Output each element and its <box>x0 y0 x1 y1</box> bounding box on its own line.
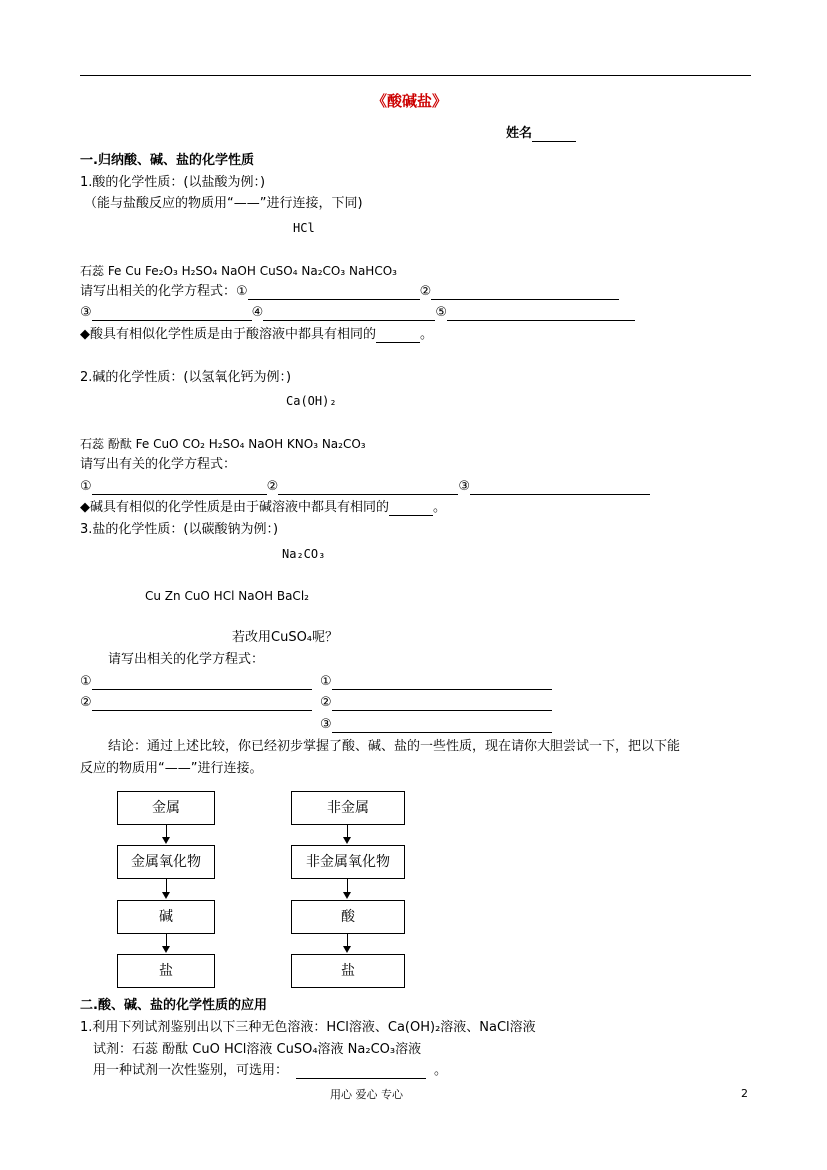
acid-eq-blank-2[interactable] <box>431 286 619 300</box>
salt-alt-eq-blank-2[interactable] <box>332 697 552 711</box>
base-intro: 2.碱的化学性质：(以氢氧化钙为例：) <box>80 370 292 385</box>
acid-center: HCl <box>293 221 315 235</box>
acid-eq-blank-4[interactable] <box>263 307 435 321</box>
base-eq-blank-3[interactable] <box>470 481 650 495</box>
acid-eq-row1 <box>80 284 619 300</box>
acid-conclusion: ◆酸具有相似化学性质是由于酸溶液中都具有相同的 <box>80 327 376 342</box>
arrow-head-left-1 <box>162 837 170 844</box>
salt-eq-blank-1[interactable] <box>92 676 312 690</box>
salt-alt-eq-row3 <box>320 717 552 733</box>
marker-1: ① <box>236 284 248 299</box>
salt-eq-row2 <box>80 695 312 711</box>
arrow-right-3 <box>347 934 348 946</box>
box-left-3[interactable]: 碱 <box>117 900 215 934</box>
arrow-right-1 <box>347 825 348 837</box>
arrow-left-2 <box>166 879 167 892</box>
arrow-head-right-3 <box>343 946 351 953</box>
conclusion-line2: 反应的物质用“——”进行连接。 <box>80 761 263 776</box>
section2-choose-row: 用一种试剂一次性鉴别，可选用： 。 <box>93 1063 448 1078</box>
acid-eq-blank-3[interactable] <box>92 307 252 321</box>
header-rule <box>80 75 751 76</box>
salt-intro: 3.盐的化学性质：(以碳酸钠为例：) <box>80 522 279 537</box>
arrow-head-left-3 <box>162 946 170 953</box>
salt-eq-prompt: 请写出相关的化学方程式： <box>108 652 265 667</box>
base-center: Ca(OH)₂ <box>286 394 337 408</box>
salt-alt-eq-row2 <box>320 695 552 711</box>
salt-alt-eq-row1 <box>320 674 552 690</box>
box-right-4[interactable]: 盐 <box>291 954 405 988</box>
marker-2: ② <box>320 695 332 710</box>
marker-5: ⑤ <box>435 305 447 320</box>
base-conclusion: ◆碱具有相似的化学性质是由于碱溶液中都具有相同的 <box>80 500 389 515</box>
salt-alt: 若改用CuSO₄呢？ <box>232 630 339 645</box>
section2-choose: 用一种试剂一次性鉴别，可选用： <box>93 1063 289 1078</box>
acid-note: （能与盐酸反应的物质用“——”进行连接，下同) <box>84 196 363 211</box>
section1-heading: 一.归纳酸、碱、盐的化学性质 <box>80 153 254 168</box>
arrow-head-right-1 <box>343 837 351 844</box>
name-blank[interactable] <box>532 128 576 142</box>
arrow-head-left-2 <box>162 892 170 899</box>
marker-4: ④ <box>251 305 264 320</box>
section2-q1: 1.利用下列试剂鉴别出以下三种无色溶液：HCl溶液、Ca(OH)₂溶液、NaCl溶液 <box>80 1020 536 1035</box>
salt-eq-row1 <box>80 674 312 690</box>
arrow-left-1 <box>166 825 167 837</box>
salt-items: Cu Zn CuO HCl NaOH BaCl₂ <box>145 589 309 603</box>
base-eq-row <box>80 479 650 495</box>
salt-eq-blank-2[interactable] <box>92 697 312 711</box>
acid-eq-blank-1[interactable] <box>248 286 420 300</box>
salt-center: Na₂CO₃ <box>282 547 326 561</box>
marker-3: ③ <box>80 305 92 320</box>
marker-2: ② <box>419 284 432 299</box>
page-title: 《酸碱盐》 <box>372 92 448 110</box>
box-right-1[interactable]: 非金属 <box>291 791 405 825</box>
name-field <box>506 126 576 142</box>
box-left-2[interactable]: 金属氧化物 <box>117 845 215 879</box>
acid-eq-row2 <box>80 305 635 321</box>
box-right-3[interactable]: 酸 <box>291 900 405 934</box>
acid-conclusion-blank[interactable] <box>376 329 420 343</box>
arrow-right-2 <box>347 879 348 892</box>
box-left-4[interactable]: 盐 <box>117 954 215 988</box>
acid-conclusion-row: ◆酸具有相似化学性质是由于酸溶液中都具有相同的 。 <box>80 327 434 342</box>
acid-intro: 1.酸的化学性质：(以盐酸为例：) <box>80 175 266 190</box>
marker-2: ② <box>80 695 92 710</box>
marker-1: ① <box>320 674 332 689</box>
arrow-left-3 <box>166 934 167 946</box>
choose-blank[interactable] <box>296 1065 426 1079</box>
page-number: 2 <box>741 1087 748 1100</box>
base-eq-blank-1[interactable] <box>92 481 267 495</box>
arrow-head-right-2 <box>343 892 351 899</box>
section2-heading: 二.酸、碱、盐的化学性质的应用 <box>80 998 267 1013</box>
base-conclusion-row: ◆碱具有相似的化学性质是由于碱溶液中都具有相同的 。 <box>80 500 447 515</box>
marker-3: ③ <box>320 717 332 732</box>
acid-eq-blank-5[interactable] <box>447 307 635 321</box>
marker-1: ① <box>80 479 92 494</box>
base-items: 石蕊 酚酞 Fe CuO CO₂ H₂SO₄ NaOH KNO₃ Na₂CO₃ <box>80 437 366 451</box>
acid-items: 石蕊 Fe Cu Fe₂O₃ H₂SO₄ NaOH CuSO₄ Na₂CO₃ NaHCO₃ <box>80 264 397 278</box>
marker-3: ③ <box>458 479 470 494</box>
marker-1: ① <box>80 674 92 689</box>
base-eq-prompt: 请写出有关的化学方程式： <box>80 457 237 472</box>
acid-eq-prompt: 请写出相关的化学方程式： <box>80 284 237 299</box>
name-label: 姓名 <box>506 126 533 141</box>
base-eq-blank-2[interactable] <box>278 481 458 495</box>
section2-reagents: 试剂：石蕊 酚酞 CuO HCl溶液 CuSO₄溶液 Na₂CO₃溶液 <box>93 1042 422 1057</box>
box-left-1[interactable]: 金属 <box>117 791 215 825</box>
conclusion-line1: 结论：通过上述比较，你已经初步掌握了酸、碱、盐的一些性质，现在请你大胆尝试一下，把以下能 <box>108 739 681 754</box>
marker-2: ② <box>266 479 279 494</box>
salt-alt-eq-blank-3[interactable] <box>332 719 552 733</box>
base-conclusion-blank[interactable] <box>389 502 433 516</box>
footer-motto: 用心 爱心 专心 <box>330 1088 403 1101</box>
salt-alt-eq-blank-1[interactable] <box>332 676 552 690</box>
box-right-2[interactable]: 非金属氧化物 <box>291 845 405 879</box>
